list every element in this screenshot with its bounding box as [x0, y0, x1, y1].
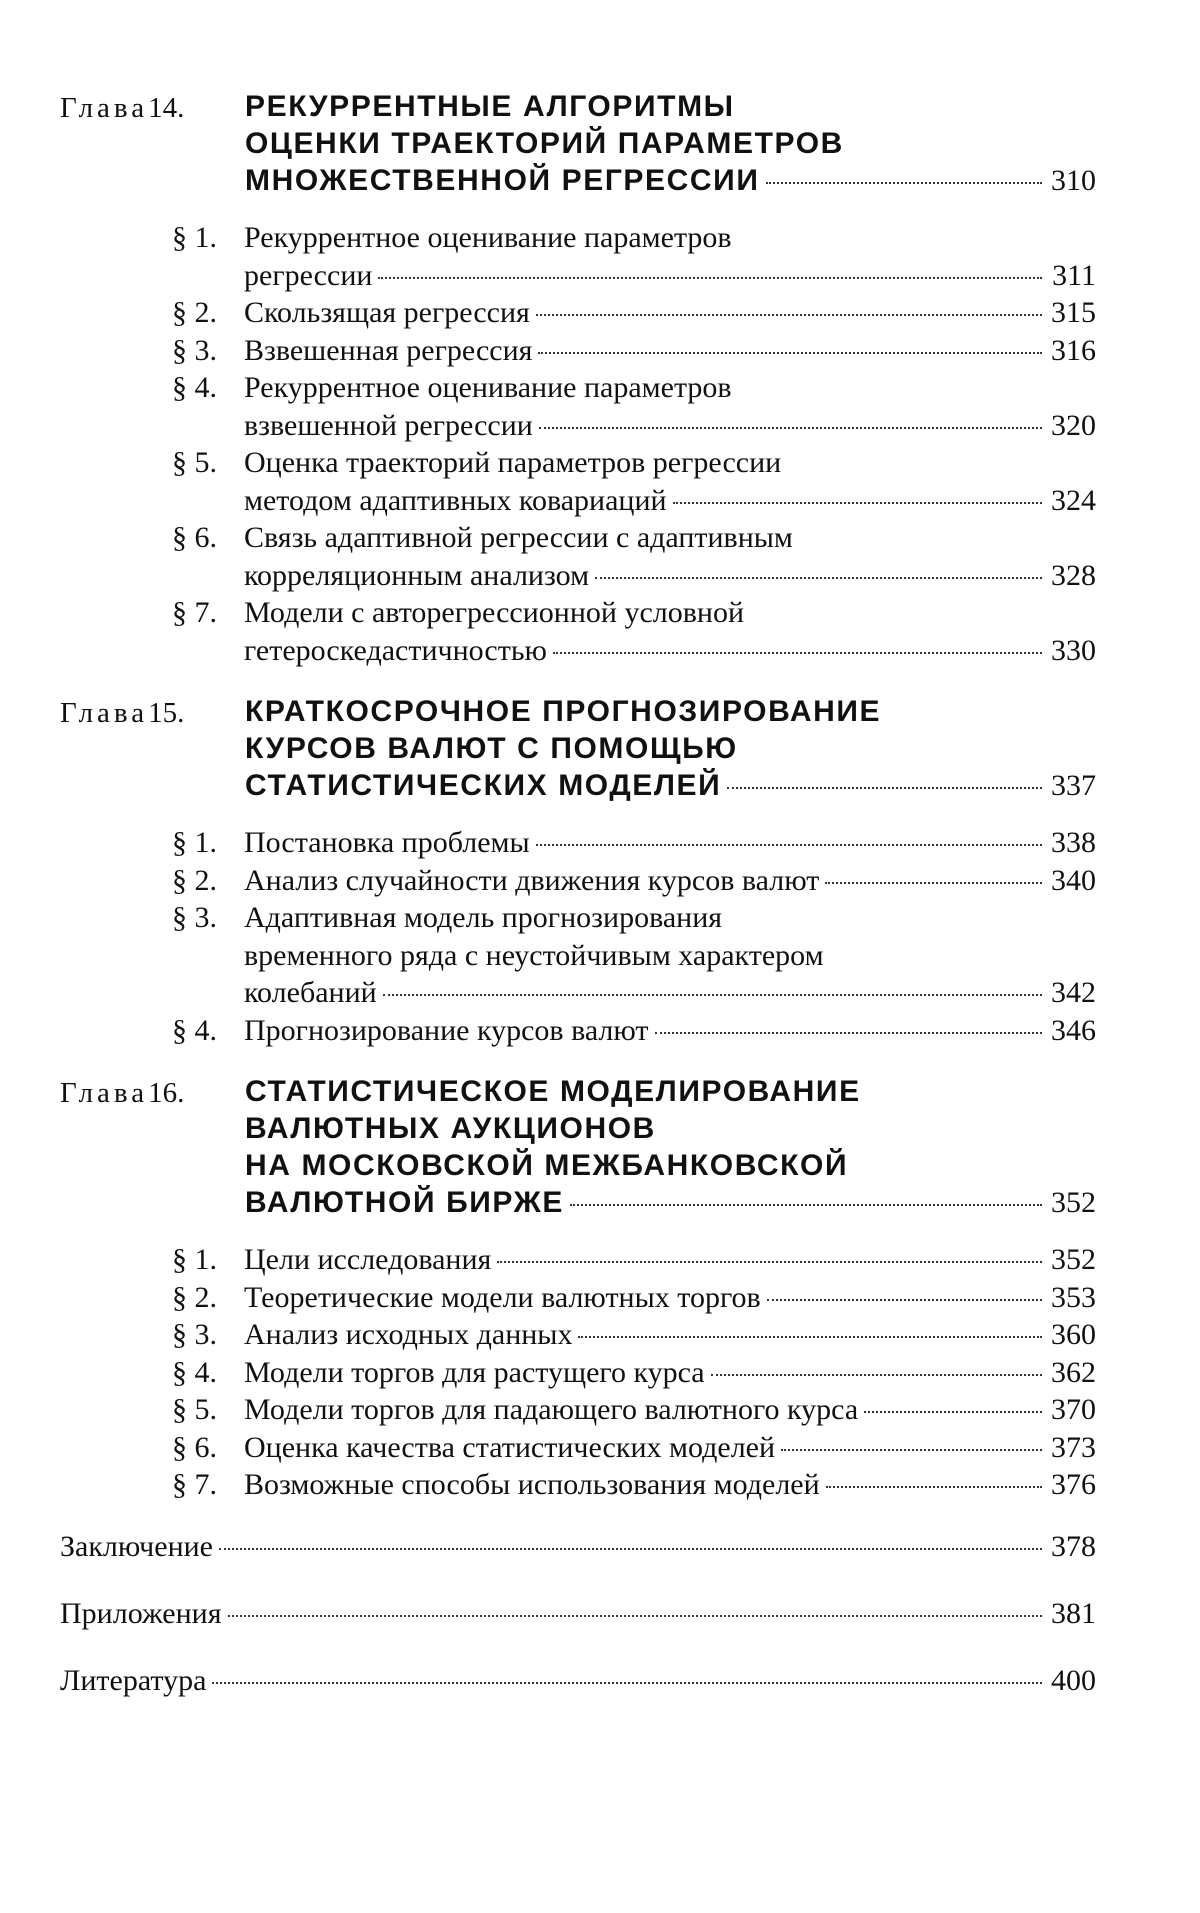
page-number: 315 — [1051, 296, 1096, 329]
section-number: § 7. — [172, 1468, 217, 1501]
section-number: § 1. — [172, 826, 217, 859]
dot-leader — [536, 844, 1042, 846]
dot-leader — [727, 787, 1042, 789]
section-title — [244, 1012, 1096, 1050]
section-number: § 3. — [172, 901, 217, 934]
chapter-title — [245, 693, 1096, 804]
section-title-line: Связь адаптивной регрессии с адаптивным — [244, 521, 793, 554]
section-entry — [172, 594, 1096, 669]
dot-leader — [383, 994, 1042, 996]
section-title-text: Теоретические модели валютных торгов — [244, 1280, 761, 1314]
section-number: § 5. — [172, 446, 217, 479]
section-entry — [172, 862, 1096, 900]
dot-leader — [781, 1449, 1042, 1451]
dot-leader — [595, 577, 1042, 579]
dot-leader — [553, 652, 1042, 654]
page-number: 316 — [1051, 333, 1096, 367]
standalone-entry — [60, 1595, 1096, 1632]
chapter-heading — [60, 1073, 1096, 1221]
section-title-text: Постановка проблемы — [244, 826, 530, 859]
section-title — [244, 899, 1096, 1012]
section-title-text: Оценка качества статистических моделей — [244, 1430, 776, 1464]
section-title — [244, 332, 1096, 370]
section-title-line: Рекуррентное оценивание параметров — [244, 221, 732, 254]
chapter-title — [245, 1073, 1096, 1221]
chapter-block — [60, 88, 1096, 669]
section-title-line — [244, 1429, 1096, 1467]
section-number: § 3. — [172, 333, 217, 367]
page-number: 342 — [1051, 976, 1096, 1009]
section-entry — [172, 332, 1096, 370]
section-title-line — [244, 332, 1096, 370]
section-title-text: регрессии — [244, 258, 373, 292]
chapter-title-text: СТАТИСТИЧЕСКИХ МОДЕЛЕЙ — [245, 769, 722, 802]
section-title-text: Модели торгов для растущего курса — [244, 1355, 705, 1389]
chapter-title-line: ОЦЕНКИ ТРАЕКТОРИЙ ПАРАМЕТРОВ — [245, 127, 844, 160]
page-number: 340 — [1051, 863, 1096, 897]
section-entry — [172, 1466, 1096, 1504]
standalone-title: Заключение — [60, 1529, 213, 1563]
dot-leader — [825, 882, 1042, 884]
chapter-block — [60, 693, 1096, 1049]
section-entry — [172, 1012, 1096, 1050]
dot-leader — [578, 1336, 1042, 1338]
dot-leader — [219, 1548, 1042, 1550]
dot-leader — [826, 1486, 1042, 1488]
section-title-line — [244, 1316, 1096, 1354]
chapter-title — [245, 88, 1096, 199]
section-number: § 2. — [172, 296, 217, 329]
page-number: 311 — [1052, 258, 1096, 292]
section-number: § 6. — [172, 1430, 217, 1464]
section-title-line — [244, 1466, 1096, 1504]
section-title-text: колебаний — [244, 976, 377, 1009]
dot-leader — [711, 1374, 1042, 1376]
dot-leader — [766, 182, 1043, 184]
section-entry — [172, 294, 1096, 332]
section-title-text: Модели торгов для падающего валютного курса — [244, 1393, 859, 1426]
section-number: § 7. — [172, 596, 217, 629]
section-title-text: Скользящая регрессия — [244, 296, 530, 329]
dot-leader — [570, 1204, 1042, 1206]
section-title-text: Взвешенная регрессия — [244, 333, 533, 367]
chapter-title-text: ВАЛЮТНОЙ БИРЖЕ — [245, 1186, 564, 1219]
section-number: § 1. — [172, 1243, 217, 1276]
dot-leader — [539, 427, 1042, 429]
chapter-title-line — [245, 1184, 1096, 1221]
page-number: 362 — [1051, 1355, 1096, 1389]
section-title-line — [244, 1391, 1096, 1429]
section-title-text: Цели исследования — [244, 1243, 492, 1276]
section-title — [244, 1429, 1096, 1467]
chapter-heading — [60, 693, 1096, 804]
section-entry — [172, 1241, 1096, 1279]
page-number: 381 — [1051, 1596, 1096, 1630]
standalone-entry — [60, 1662, 1096, 1699]
section-entry — [172, 1429, 1096, 1467]
section-title — [244, 444, 1096, 519]
section-title-line — [244, 407, 1096, 445]
section-title-line — [244, 1241, 1096, 1279]
page-number: 338 — [1051, 826, 1096, 859]
section-entry — [172, 1354, 1096, 1392]
dot-leader — [228, 1615, 1043, 1617]
section-number: § 2. — [172, 863, 217, 897]
dot-leader — [538, 352, 1042, 354]
section-entry — [172, 219, 1096, 294]
table-of-contents — [60, 88, 1096, 1699]
chapter-label-word: Глава — [60, 697, 149, 729]
section-title-line — [244, 1012, 1096, 1050]
chapter-heading — [60, 88, 1096, 199]
chapter-label — [60, 88, 245, 126]
section-number: § 6. — [172, 521, 217, 554]
section-title-text: взвешенной регрессии — [244, 408, 533, 442]
dot-leader — [655, 1032, 1042, 1034]
standalone-entry — [60, 1528, 1096, 1565]
section-entry — [172, 1279, 1096, 1317]
dot-leader — [767, 1299, 1042, 1301]
page-number: 346 — [1051, 1013, 1096, 1047]
dot-leader — [497, 1261, 1042, 1263]
section-title-line — [244, 1354, 1096, 1392]
section-title-line — [244, 824, 1096, 862]
section-title-line — [244, 257, 1096, 295]
chapter-title-line: КРАТКОСРОЧНОЕ ПРОГНОЗИРОВАНИЕ — [245, 695, 882, 728]
page-number: 376 — [1051, 1468, 1096, 1501]
chapter-title-line — [245, 162, 1096, 199]
chapter-label-word: Глава — [60, 1077, 149, 1109]
page-number: 370 — [1051, 1393, 1096, 1426]
chapter-title-text: МНОЖЕСТВЕННОЙ РЕГРЕССИИ — [245, 164, 760, 197]
dot-leader — [536, 314, 1042, 316]
chapter-title-line: СТАТИСТИЧЕСКОЕ МОДЕЛИРОВАНИЕ — [245, 1075, 861, 1108]
chapter-title-line: РЕКУРРЕНТНЫЕ АЛГОРИТМЫ — [245, 90, 735, 123]
section-title-text: корреляционным анализом — [244, 558, 590, 592]
section-list — [172, 1241, 1096, 1504]
section-title-line: Модели с авторегрессионной условной — [244, 596, 745, 629]
page-number: 400 — [1051, 1663, 1096, 1697]
section-title — [244, 1466, 1096, 1504]
page-number: 310 — [1051, 164, 1096, 197]
section-number: § 5. — [172, 1393, 217, 1426]
section-title-line — [244, 1279, 1096, 1317]
chapter-block — [60, 1073, 1096, 1504]
section-title-line: Оценка траекторий параметров регрессии — [244, 446, 782, 479]
page-number: 320 — [1051, 408, 1096, 442]
section-list — [172, 824, 1096, 1049]
section-title-text: Прогнозирование курсов валют — [244, 1013, 649, 1047]
section-title-line — [244, 557, 1096, 595]
section-title-line — [244, 632, 1096, 670]
section-title — [244, 594, 1096, 669]
section-title-text: Возможные способы использования моделей — [244, 1468, 820, 1501]
section-title — [244, 1279, 1096, 1317]
chapter-number: 15. — [148, 697, 185, 729]
chapter-label-word: Глава — [60, 92, 149, 124]
section-title — [244, 1316, 1096, 1354]
chapter-label — [60, 1073, 245, 1111]
dot-leader — [864, 1411, 1042, 1413]
section-title-line: Рекуррентное оценивание параметров — [244, 371, 732, 404]
chapter-title-line: ВАЛЮТНЫХ АУКЦИОНОВ — [245, 1112, 656, 1145]
chapter-title-line — [245, 767, 1096, 804]
page-number: 328 — [1051, 558, 1096, 592]
section-number: § 3. — [172, 1318, 217, 1351]
section-number: § 4. — [172, 1013, 217, 1047]
section-title — [244, 1391, 1096, 1429]
section-number: § 4. — [172, 1355, 217, 1389]
section-entry — [172, 1316, 1096, 1354]
chapter-number: 16. — [148, 1077, 185, 1109]
section-entry — [172, 824, 1096, 862]
section-title-text: методом адаптивных ковариаций — [244, 483, 667, 517]
section-title-line — [244, 974, 1096, 1012]
section-title-text: Анализ исходных данных — [244, 1318, 573, 1351]
standalone-title: Литература — [60, 1663, 207, 1697]
section-title-line — [244, 482, 1096, 520]
section-title — [244, 862, 1096, 900]
dot-leader — [212, 1682, 1042, 1684]
chapter-title-line: КУРСОВ ВАЛЮТ С ПОМОЩЬЮ — [245, 732, 738, 765]
section-number: § 2. — [172, 1280, 217, 1314]
page-number: 352 — [1051, 1243, 1096, 1276]
page-number: 360 — [1051, 1318, 1096, 1351]
page-number: 324 — [1051, 483, 1096, 517]
section-title-text: Анализ случайности движения курсов валют — [244, 863, 820, 897]
section-number: § 4. — [172, 371, 217, 404]
page-number: 337 — [1051, 769, 1096, 802]
dot-leader — [673, 502, 1042, 504]
section-entry — [172, 369, 1096, 444]
section-title — [244, 294, 1096, 332]
page-number: 373 — [1051, 1430, 1096, 1464]
standalone-title: Приложения — [60, 1596, 222, 1630]
dot-leader — [378, 277, 1042, 279]
section-title-line — [244, 294, 1096, 332]
section-entry — [172, 519, 1096, 594]
section-title-line: временного ряда с неустойчивым характером — [244, 938, 824, 972]
page-number: 378 — [1051, 1529, 1096, 1563]
section-number: § 1. — [172, 221, 217, 254]
section-entry — [172, 899, 1096, 1012]
section-title — [244, 519, 1096, 594]
page-number: 352 — [1051, 1186, 1096, 1219]
page-number: 330 — [1051, 633, 1096, 667]
section-title — [244, 1241, 1096, 1279]
section-title-line — [244, 862, 1096, 900]
section-title — [244, 369, 1096, 444]
chapter-number: 14. — [148, 92, 185, 124]
chapter-title-line: НА МОСКОВСКОЙ МЕЖБАНКОВСКОЙ — [245, 1149, 849, 1182]
section-title-line: Адаптивная модель прогнозирования — [244, 901, 723, 934]
section-list — [172, 219, 1096, 669]
section-entry — [172, 1391, 1096, 1429]
section-title — [244, 219, 1096, 294]
section-title — [244, 824, 1096, 862]
chapter-label — [60, 693, 245, 731]
page-number: 353 — [1051, 1280, 1096, 1314]
section-entry — [172, 444, 1096, 519]
section-title-text: гетероскедастичностью — [244, 633, 547, 667]
section-title — [244, 1354, 1096, 1392]
